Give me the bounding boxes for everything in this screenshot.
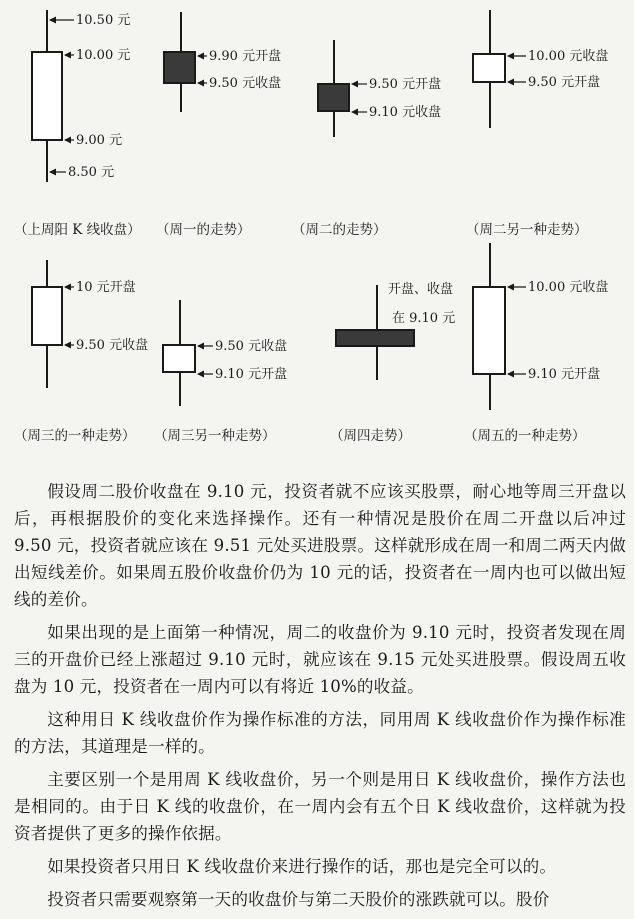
fig1-label-close: 10.00 元: [76, 48, 131, 63]
fig1-label-high: 10.50 元: [76, 13, 131, 28]
candle-monday: [164, 12, 207, 112]
fig6-caption: （周三另一种走势）: [154, 428, 276, 444]
fig5-label-open: 10 元开盘: [76, 280, 136, 295]
paragraph-5: 如果投资者只用日 K 线收盘价来进行操作的话，那也是完全可以的。: [47, 857, 557, 876]
fig7-label-line1: 开盘、收盘: [388, 282, 454, 297]
candle-last-week: [32, 10, 74, 182]
fig4-label-close: 10.00 元收盘: [528, 49, 609, 64]
fig8-caption: （周五的一种走势）: [464, 428, 586, 444]
candle-tuesday-alt: [473, 10, 526, 128]
fig2-label-open: 9.90 元开盘: [209, 49, 282, 64]
fig1-caption: （上周阳 K 线收盘）: [14, 222, 141, 238]
fig4-label-open: 9.50 元开盘: [528, 75, 601, 90]
fig6-label-open: 9.10 元开盘: [215, 367, 288, 382]
fig7-caption: （周四走势）: [330, 428, 411, 444]
fig8-label-close: 10.00 元收盘: [528, 280, 609, 295]
fig2-caption: （周一的走势）: [156, 222, 251, 238]
paragraph-4: 主要区别一个是用周 K 线收盘价，另一个则是用日 K 线收盘价，操作方法也是相同的。由于日 K 线的收盘价，在一周内会有五个日 K 线收盘价，这样就为投资者提供了更多的操作依据。: [14, 770, 626, 843]
fig3-label-open: 9.50 元开盘: [369, 77, 442, 92]
paragraph-2: 如果出现的是上面第一种情况，周二的收盘价为 9.10 元时，投资者发现在周三的开盘价已经上涨超过 9.10 元时，就应该在 9.15 元处买进股票。假设周五收盘为 10 元，投资者在一周内可以有将近 10%的收益。: [14, 623, 626, 696]
paragraph-1: 假设周二股价收盘在 9.10 元，投资者就不应该买股票，耐心地等周三开盘以后，再根据股价的变化来选择操作。还有一种情况是股价在周二开盘以后冲过 9.50 元，投资者就应该在 9.51 元处买进股票。这样就形成在周一和周二两天内做出短线差价。如果周五股价收盘价仍为 10 元的话，投资者在一周内也可以做出短线的差价。: [14, 482, 626, 609]
candle-wednesday-alt: [163, 300, 213, 406]
candle-tuesday: [318, 40, 367, 137]
fig3-caption: （周二的走势）: [292, 222, 387, 238]
fig5-label-close: 9.50 元收盘: [76, 338, 149, 353]
candle-wednesday: [32, 260, 74, 388]
fig5-caption: （周三的一种走势）: [14, 428, 136, 444]
fig3-label-close: 9.10 元收盘: [369, 105, 442, 120]
body-text: [14, 478, 626, 919]
paragraph-6: 投资者只需要观察第一天的收盘价与第二天股价的涨跌就可以。股价: [47, 890, 550, 909]
fig8-label-open: 9.10 元开盘: [528, 367, 601, 382]
fig4-caption: （周二另一种走势）: [466, 222, 588, 238]
fig2-label-close: 9.50 元收盘: [209, 76, 282, 91]
fig6-label-close: 9.50 元收盘: [215, 339, 288, 354]
fig7-label-line2: 在 9.10 元: [392, 311, 456, 326]
candle-thursday: [336, 285, 414, 380]
paragraph-3: 这种用日 K 线收盘价作为操作标准的方法，同用周 K 线收盘价作为操作标准的方法，其道理是一样的。: [14, 710, 626, 756]
candle-friday: [473, 243, 526, 410]
fig1-label-open: 9.00 元: [76, 133, 123, 148]
fig1-label-low: 8.50 元: [68, 165, 115, 180]
